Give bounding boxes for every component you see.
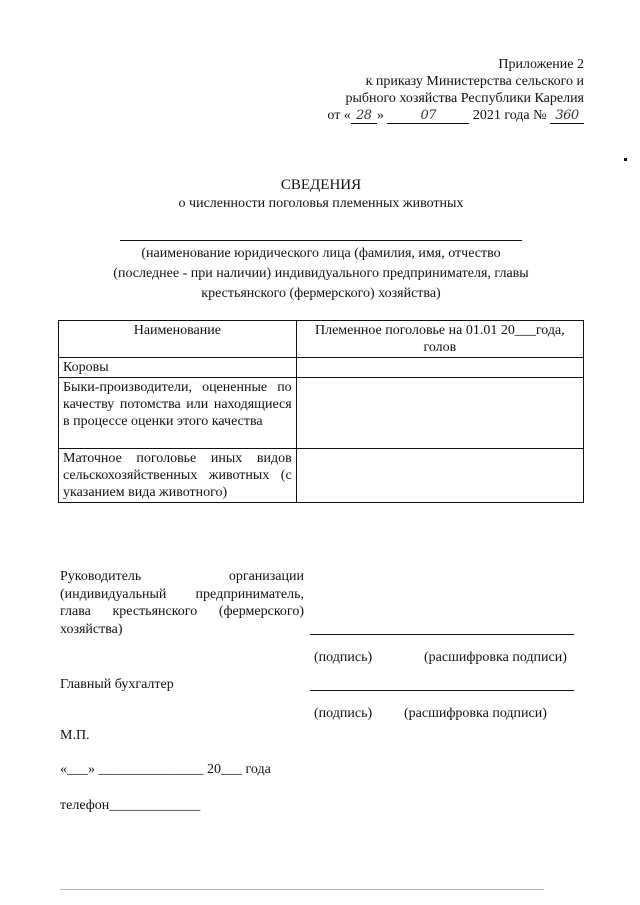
head-line2: (индивидуальный предприниматель, xyxy=(60,586,304,602)
row-value-other-livestock xyxy=(296,449,583,503)
header-livestock-line1: Племенное поголовье на 01.01 20___года, xyxy=(315,323,565,338)
appendix-date-line xyxy=(300,107,584,124)
accountant-signature-line xyxy=(310,690,574,691)
signature-date-line: «___» _______________ 20___ года xyxy=(60,762,271,777)
table-row xyxy=(59,449,584,503)
head-signature-line xyxy=(310,634,574,635)
header-name: Наименование xyxy=(59,321,297,358)
table-header-row xyxy=(59,321,584,358)
phone-line: телефон_____________ xyxy=(60,798,201,813)
head-of-organization-label xyxy=(60,568,304,638)
appendix-header xyxy=(300,56,584,124)
handwritten-number: 360 xyxy=(550,109,584,124)
row-value-cows xyxy=(296,358,583,378)
row-value-bulls xyxy=(296,378,583,449)
bottom-scan-line xyxy=(60,889,544,890)
stamp-placeholder: М.П. xyxy=(60,728,90,743)
row-name-bulls: Быки-производители, оцененные по качеству потомства или находящиеся в процессе оценки этого качества xyxy=(59,378,297,449)
org-caption xyxy=(58,244,584,304)
appendix-line2: к приказу Министерства сельского и xyxy=(365,74,584,89)
date-mid: » xyxy=(376,108,384,123)
table-row xyxy=(59,358,584,378)
org-caption-line3: крестьянского (фермерского) хозяйства) xyxy=(201,286,441,301)
head-line4: хозяйства) xyxy=(60,621,123,637)
row-name-other-livestock: Маточное поголовье иных видов сельскохозяйственных животных (с указанием вида животного) xyxy=(59,449,297,503)
accountant-sign-caption: (подпись) xyxy=(314,706,373,721)
accountant-decode-caption: (расшифровка подписи) xyxy=(404,706,547,721)
document-title: СВЕДЕНИЯ xyxy=(280,177,362,193)
head-line1: Руководитель организации xyxy=(60,569,304,584)
header-livestock-line2: голов xyxy=(423,340,457,355)
head-sign-caption: (подпись) xyxy=(314,650,373,665)
appendix-line3: рыбного хозяйства Республики Карелия xyxy=(345,91,584,106)
chief-accountant-label: Главный бухгалтер xyxy=(60,677,174,692)
margin-mark xyxy=(624,158,627,161)
head-line3: глава крестьянского (фермерского) xyxy=(60,604,304,619)
header-livestock xyxy=(296,321,583,358)
date-prefix: от « xyxy=(327,108,351,123)
org-name-line xyxy=(120,240,522,241)
date-suffix: 2021 года № xyxy=(472,108,547,123)
handwritten-month: 07 xyxy=(387,109,469,124)
org-caption-line2: (последнее - при наличии) индивидуального предпринимателя, главы xyxy=(113,266,529,281)
appendix-line1: Приложение 2 xyxy=(498,57,584,72)
row-name-cows: Коровы xyxy=(59,358,297,378)
table-row xyxy=(59,378,584,449)
head-decode-caption: (расшифровка подписи) xyxy=(424,650,567,665)
handwritten-day: 28 xyxy=(351,109,377,124)
breeding-livestock-table xyxy=(58,320,584,503)
document-subtitle: о численности поголовья племенных животных xyxy=(178,196,464,211)
org-caption-line1: (наименование юридического лица (фамилия, имя, отчество xyxy=(141,246,501,261)
